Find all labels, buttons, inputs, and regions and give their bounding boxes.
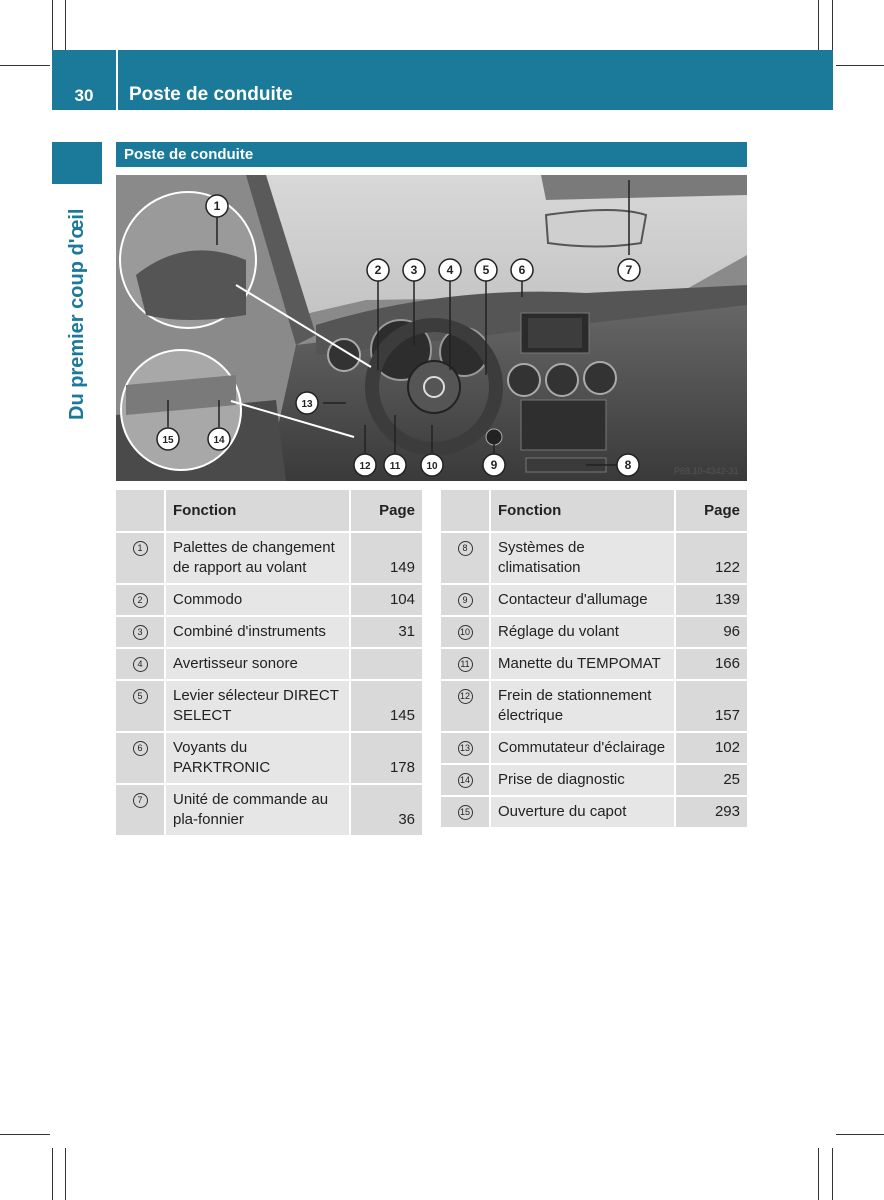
row-function: Avertisseur sonore bbox=[165, 648, 350, 680]
row-number: 6 bbox=[116, 732, 165, 784]
row-number: 3 bbox=[116, 616, 165, 648]
function-table-right bbox=[441, 490, 747, 829]
photo-reference: P68.10-4342-31 bbox=[674, 466, 739, 476]
row-page bbox=[350, 648, 422, 680]
callout-1: 1 bbox=[213, 199, 221, 213]
page-title: Poste de conduite bbox=[129, 84, 293, 105]
table-row bbox=[441, 764, 747, 796]
crop-mark bbox=[0, 65, 50, 66]
callout-13: 13 bbox=[301, 399, 313, 410]
callout-14: 14 bbox=[213, 435, 225, 446]
row-function: Ouverture du capot bbox=[490, 796, 675, 828]
callout-10: 10 bbox=[426, 461, 438, 472]
callout-5: 5 bbox=[482, 263, 490, 277]
callout-3: 3 bbox=[410, 263, 418, 277]
row-number: 1 bbox=[116, 532, 165, 584]
header-divider bbox=[116, 50, 118, 110]
row-function: Palettes de changement de rapport au volant bbox=[165, 532, 350, 584]
row-function: Contacteur d'allumage bbox=[490, 584, 675, 616]
row-number: 7 bbox=[116, 784, 165, 836]
side-tab-label: Du premier coup d'œil bbox=[66, 208, 88, 420]
table-header-row bbox=[441, 490, 747, 532]
row-function: Combiné d'instruments bbox=[165, 616, 350, 648]
table-row bbox=[441, 648, 747, 680]
table-row bbox=[116, 732, 422, 784]
row-number: 10 bbox=[441, 616, 490, 648]
page-number: 30 bbox=[74, 86, 94, 105]
row-page: 149 bbox=[350, 532, 422, 584]
row-number: 4 bbox=[116, 648, 165, 680]
row-number: 15 bbox=[441, 796, 490, 828]
row-page: 102 bbox=[675, 732, 747, 764]
table-row bbox=[116, 648, 422, 680]
section-title: Poste de conduite bbox=[124, 146, 254, 163]
row-number: 13 bbox=[441, 732, 490, 764]
row-page: 31 bbox=[350, 616, 422, 648]
table-row bbox=[116, 532, 422, 584]
row-function: Systèmes de climatisation bbox=[490, 532, 675, 584]
row-function: Levier sélecteur DIRECT SELECT bbox=[165, 680, 350, 732]
callout-11: 11 bbox=[389, 461, 401, 472]
table-row bbox=[441, 532, 747, 584]
callout-15: 15 bbox=[162, 435, 174, 446]
table-row bbox=[441, 584, 747, 616]
header-cell-page: Page bbox=[675, 490, 747, 532]
row-page: 293 bbox=[675, 796, 747, 828]
side-tab-marker bbox=[52, 142, 102, 184]
row-page: 157 bbox=[675, 680, 747, 732]
crop-mark bbox=[832, 0, 833, 50]
crop-mark bbox=[52, 0, 53, 50]
crop-mark bbox=[0, 1134, 50, 1135]
row-function: Manette du TEMPOMAT bbox=[490, 648, 675, 680]
row-function: Réglage du volant bbox=[490, 616, 675, 648]
row-page: 166 bbox=[675, 648, 747, 680]
header-cell-num bbox=[116, 490, 165, 532]
row-function: Unité de commande au pla-fonnier bbox=[165, 784, 350, 836]
callout-7: 7 bbox=[625, 263, 633, 277]
row-number: 12 bbox=[441, 680, 490, 732]
row-number: 11 bbox=[441, 648, 490, 680]
callout-8: 8 bbox=[624, 458, 632, 472]
table-row bbox=[441, 616, 747, 648]
crop-mark bbox=[65, 1148, 66, 1200]
row-page: 25 bbox=[675, 764, 747, 796]
callout-9: 9 bbox=[490, 458, 498, 472]
row-function: Frein de stationnement électrique bbox=[490, 680, 675, 732]
crop-mark bbox=[836, 1134, 884, 1135]
row-number: 9 bbox=[441, 584, 490, 616]
crop-mark bbox=[65, 0, 66, 50]
callout-6: 6 bbox=[518, 263, 526, 277]
row-function: Voyants du PARKTRONIC bbox=[165, 732, 350, 784]
table-row bbox=[116, 616, 422, 648]
callout-4: 4 bbox=[446, 263, 454, 277]
row-function: Commodo bbox=[165, 584, 350, 616]
row-page: 178 bbox=[350, 732, 422, 784]
row-function: Prise de diagnostic bbox=[490, 764, 675, 796]
row-page: 36 bbox=[350, 784, 422, 836]
row-function: Commutateur d'éclairage bbox=[490, 732, 675, 764]
row-page: 145 bbox=[350, 680, 422, 732]
callout-2: 2 bbox=[374, 263, 382, 277]
header-cell-function: Fonction bbox=[165, 490, 350, 532]
header-cell-num bbox=[441, 490, 490, 532]
row-page: 139 bbox=[675, 584, 747, 616]
crop-mark bbox=[818, 1148, 819, 1200]
table-row bbox=[441, 796, 747, 828]
row-page: 104 bbox=[350, 584, 422, 616]
table-row bbox=[116, 680, 422, 732]
table-header-row bbox=[116, 490, 422, 532]
function-table-left bbox=[116, 490, 422, 837]
row-number: 2 bbox=[116, 584, 165, 616]
header-cell-page: Page bbox=[350, 490, 422, 532]
cockpit-photo bbox=[116, 175, 747, 481]
row-number: 14 bbox=[441, 764, 490, 796]
crop-mark bbox=[818, 0, 819, 50]
crop-mark bbox=[52, 1148, 53, 1200]
row-page: 96 bbox=[675, 616, 747, 648]
row-number: 8 bbox=[441, 532, 490, 584]
table-row bbox=[116, 784, 422, 836]
crop-mark bbox=[836, 65, 884, 66]
row-number: 5 bbox=[116, 680, 165, 732]
crop-mark bbox=[832, 1148, 833, 1200]
header-cell-function: Fonction bbox=[490, 490, 675, 532]
table-row bbox=[116, 584, 422, 616]
callout-12: 12 bbox=[359, 461, 371, 472]
row-page: 122 bbox=[675, 532, 747, 584]
table-row bbox=[441, 732, 747, 764]
table-row bbox=[441, 680, 747, 732]
